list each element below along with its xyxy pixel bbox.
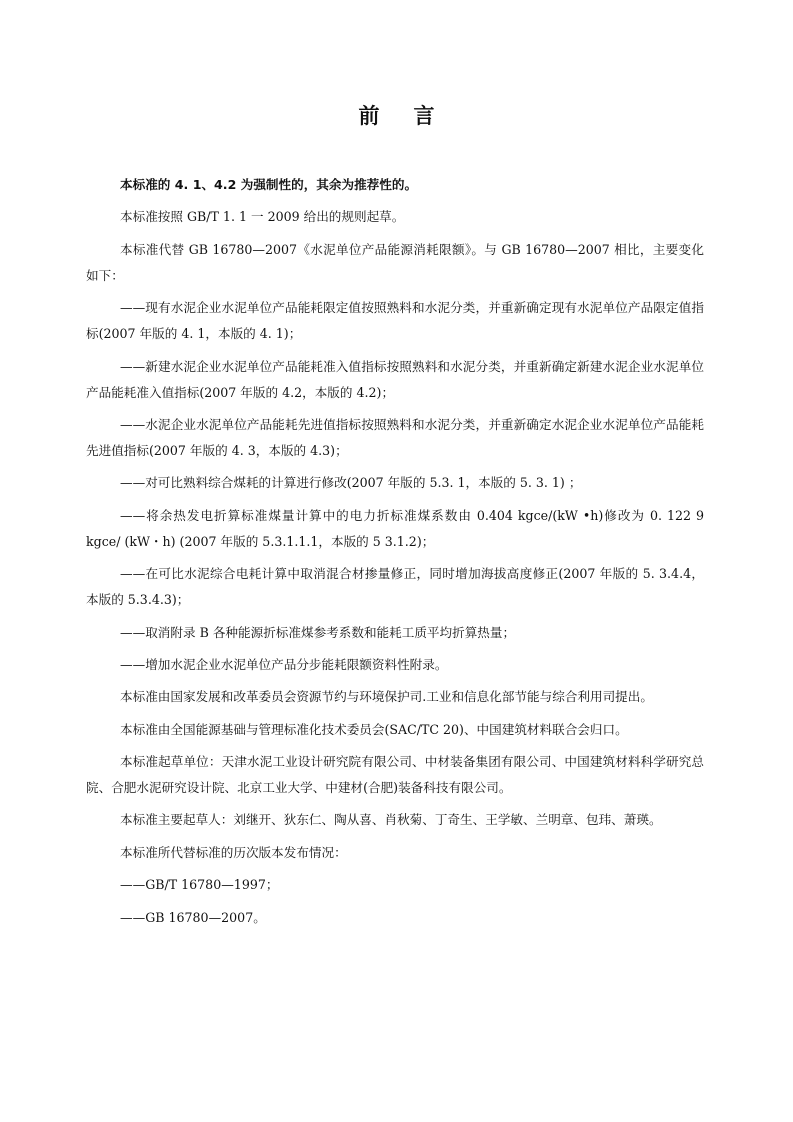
paragraph-drafting-rules: 本标准按照 GB/T 1. 1 一 2009 给出的规则起草。 bbox=[120, 209, 405, 225]
change-item: ——在可比水泥综合电耗计算中取消混合材掺量修正，同时增加海拔高度修正(2007 年版的 5. 3.4.4，本版的 5.3.4.3)； bbox=[86, 566, 704, 608]
change-item: ——将余热发电折算标准煤量计算中的电力折标准煤系数由 0.404 kgce/(kW •h)修改为 0. 122 9 kgce/ (kW・h) (2007 年版的 5.3.1.1.1，本版的 5 3.1.2)； bbox=[86, 507, 704, 549]
history-item: ——GB 16780—2007。 bbox=[120, 909, 266, 925]
paragraph-history: 本标准所代替标准的历次版本发布情况： bbox=[120, 844, 347, 860]
history-item: ——GB/T 16780—1997； bbox=[120, 877, 279, 893]
paragraph-drafting-units: 本标准起草单位：天津水泥工业设计研究院有限公司、中材装备集团有限公司、中国建筑材料科学研究总院、合肥水泥研究设计院、北京工业大学、中建材(合肥)装备科技有限公司。 bbox=[86, 754, 704, 796]
change-item: ——新建水泥企业水泥单位产品能耗准入值指标按照熟料和水泥分类，并重新确定新建水泥企业水泥单位产品能耗准入值指标(2007 年版的 4.2，本版的 4.2)； bbox=[86, 358, 704, 400]
change-item: ——水泥企业水泥单位产品能耗先进值指标按照熟料和水泥分类，并重新确定水泥企业水泥单位产品能耗先进值指标(2007 年版的 4. 3，本版的 4.3)； bbox=[86, 416, 704, 458]
change-item: ——对可比熟料综合煤耗的计算进行修改(2007 年版的 5.3. 1，本版的 5. 3. 1) ； bbox=[120, 475, 582, 491]
document-body bbox=[86, 172, 704, 937]
paragraph-proposed-by: 本标准由国家发展和改革委员会资源节约与环境保护司.工业和信息化部节能与综合利用司提出。 bbox=[120, 689, 653, 705]
paragraph-mandatory-clause: 本标准的 4. 1、4.2 为强制性的，其余为推荐性的。 bbox=[120, 177, 418, 192]
paragraph-drafters: 本标准主要起草人：刘继开、狄东仁、陶从喜、肖秋菊、丁奇生、王学敏、兰明章、包玮、萧瑛。 bbox=[120, 812, 662, 828]
paragraph-replaces: 本标准代替 GB 16780—2007《水泥单位产品能源消耗限额》。与 GB 16780—2007 相比，主要变化如下： bbox=[86, 241, 704, 283]
paragraph-centralized-by: 本标准由全国能源基础与管理标准化技术委员会(SAC/TC 20)、中国建筑材料联合会归口。 bbox=[120, 721, 628, 737]
change-item: ——现有水泥企业水泥单位产品能耗限定值按照熟料和水泥分类，并重新确定现有水泥单位产品限定值指标(2007 年版的 4. 1，本版的 4. 1)； bbox=[86, 300, 704, 342]
change-item: ——取消附录 B 各种能源折标准煤参考系数和能耗工质平均折算热量； bbox=[120, 624, 516, 640]
change-item: ——增加水泥企业水泥单位产品分步能耗限额资料性附录。 bbox=[120, 656, 448, 672]
page-title: 前言 bbox=[358, 104, 469, 128]
